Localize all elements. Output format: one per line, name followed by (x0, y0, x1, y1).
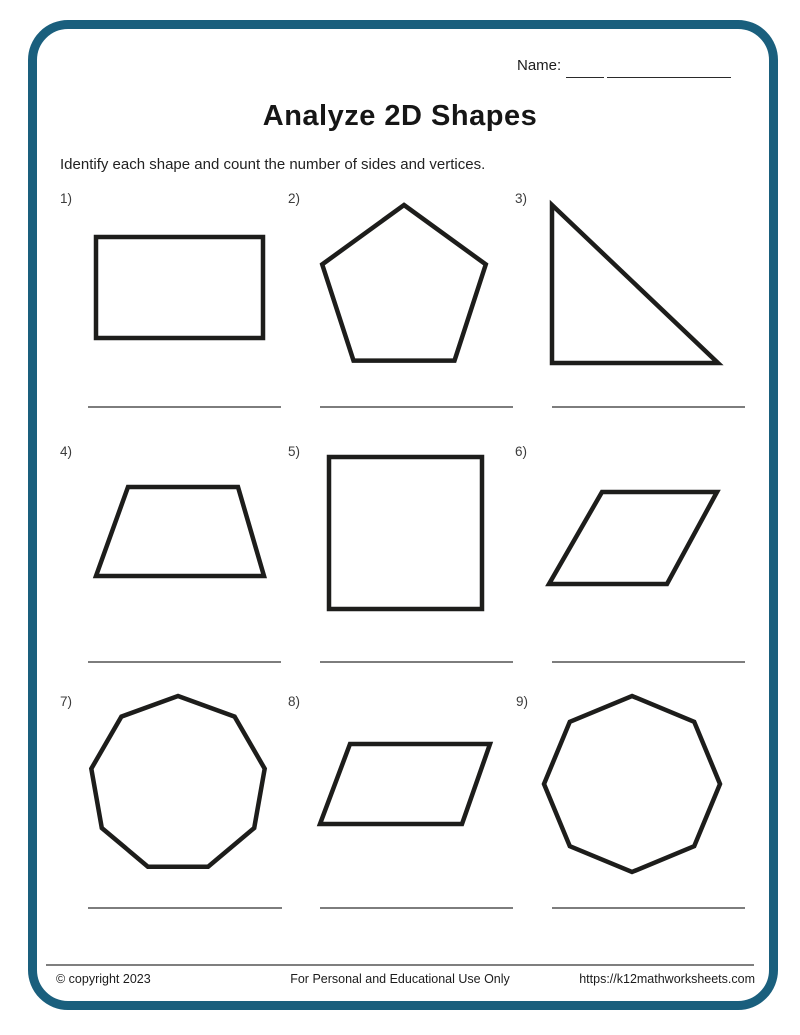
footer-usage-text: For Personal and Educational Use Only (290, 972, 510, 986)
problem-number-1: 1) (60, 191, 73, 206)
instruction-text: Identify each shape and count the number of sides and vertices. (60, 156, 486, 173)
nonagon-shape (91, 696, 264, 867)
name-label: Name: (517, 57, 562, 74)
answer-line-1[interactable] (88, 406, 281, 408)
footer-url[interactable]: https://k12mathworksheets.com (579, 972, 755, 986)
problem-number-7: 7) (60, 694, 73, 709)
answer-line-2[interactable] (320, 406, 513, 408)
problem-number-9: 9) (516, 694, 529, 709)
rectangle-shape (96, 237, 263, 338)
problem-number-6: 6) (515, 444, 528, 459)
answer-line-9[interactable] (552, 907, 745, 909)
right-triangle-shape (552, 205, 718, 363)
answer-line-4[interactable] (88, 661, 281, 663)
answer-line-3[interactable] (552, 406, 745, 408)
answer-line-8[interactable] (320, 907, 513, 909)
square-shape (329, 457, 482, 609)
footer-copyright: © copyright 2023 (56, 972, 151, 986)
pentagon-shape (322, 205, 486, 361)
problem-number-5: 5) (288, 444, 301, 459)
page-title: Analyze 2D Shapes (262, 100, 538, 132)
problem-number-2: 2) (288, 191, 301, 206)
trapezoid-shape (96, 487, 264, 576)
octagon-shape (544, 696, 720, 872)
answer-line-6[interactable] (552, 661, 745, 663)
answer-line-7[interactable] (88, 907, 282, 909)
footer-divider (46, 964, 754, 966)
answer-line-5[interactable] (320, 661, 513, 663)
parallelogram-shape (320, 744, 490, 824)
problem-number-8: 8) (288, 694, 301, 709)
problem-number-3: 3) (515, 191, 528, 206)
problem-number-4: 4) (60, 444, 73, 459)
parallelogram-shape (549, 492, 717, 584)
